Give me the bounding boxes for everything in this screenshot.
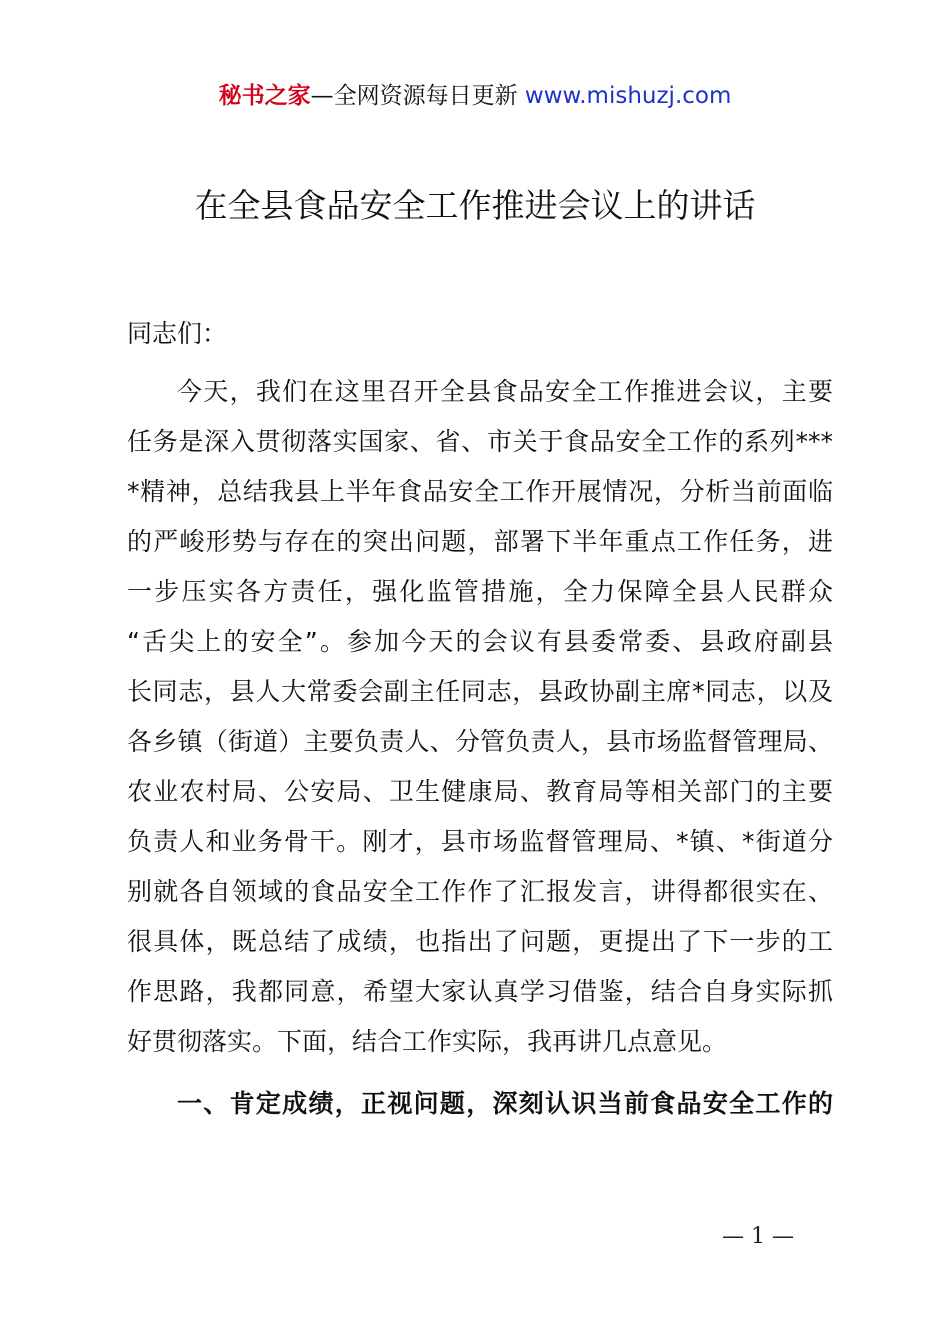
opening-paragraph	[127, 367, 833, 1067]
document-title: 在全县食品安全工作推进会议上的讲话	[194, 186, 756, 225]
paragraph-line: 别就各自领域的食品安全工作作了汇报发言，讲得都很实在、	[127, 877, 833, 906]
paragraph-line: *精神，总结我县上半年食品安全工作开展情况，分析当前面临	[127, 477, 833, 506]
site-tagline: —全网资源每日更新	[310, 83, 518, 109]
paragraph-line: 一步压实各方责任，强化监管措施，全力保障全县人民群众	[127, 577, 833, 606]
paragraph-line: 农业农村局、公安局、卫生健康局、教育局等相关部门的主要	[127, 777, 833, 806]
paragraph-line: 好贯彻落实。下面，结合工作实际，我再讲几点意见。	[127, 1027, 728, 1056]
salutation: 同志们：	[127, 319, 228, 348]
paragraph-line: 今天，我们在这里召开全县食品安全工作推进会议，主要	[177, 377, 833, 406]
site-url-link[interactable]: www.mishuzj.com	[524, 83, 732, 109]
site-header	[0, 80, 950, 112]
paragraph-line: 负责人和业务骨干。刚才，县市场监督管理局、*镇、*街道分	[127, 827, 833, 856]
paragraph-line: 任务是深入贯彻落实国家、省、市关于食品安全工作的系列***	[127, 427, 833, 456]
section-heading	[127, 1079, 833, 1129]
paragraph-line: 各乡镇（街道）主要负责人、分管负责人，县市场监督管理局、	[127, 727, 833, 756]
paragraph-line: 作思路，我都同意，希望大家认真学习借鉴，结合自身实际抓	[127, 977, 833, 1006]
section-heading-text: 一、肯定成绩，正视问题，深刻认识当前食品安全工作的	[177, 1089, 833, 1118]
paragraph-line: “舌尖上的安全”。参加今天的会议有县委常委、县政府副县	[127, 627, 833, 656]
paragraph-line: 很具体，既总结了成绩，也指出了问题，更提出了下一步的工	[127, 927, 833, 956]
paragraph-line: 长同志，县人大常委会副主任同志，县政协副主席*同志，以及	[127, 677, 833, 706]
paragraph-line: 的严峻形势与存在的突出问题，部署下半年重点工作任务，进	[127, 527, 833, 556]
site-brand: 秘书之家	[218, 83, 311, 109]
page-number: — 1 —	[722, 1224, 794, 1249]
